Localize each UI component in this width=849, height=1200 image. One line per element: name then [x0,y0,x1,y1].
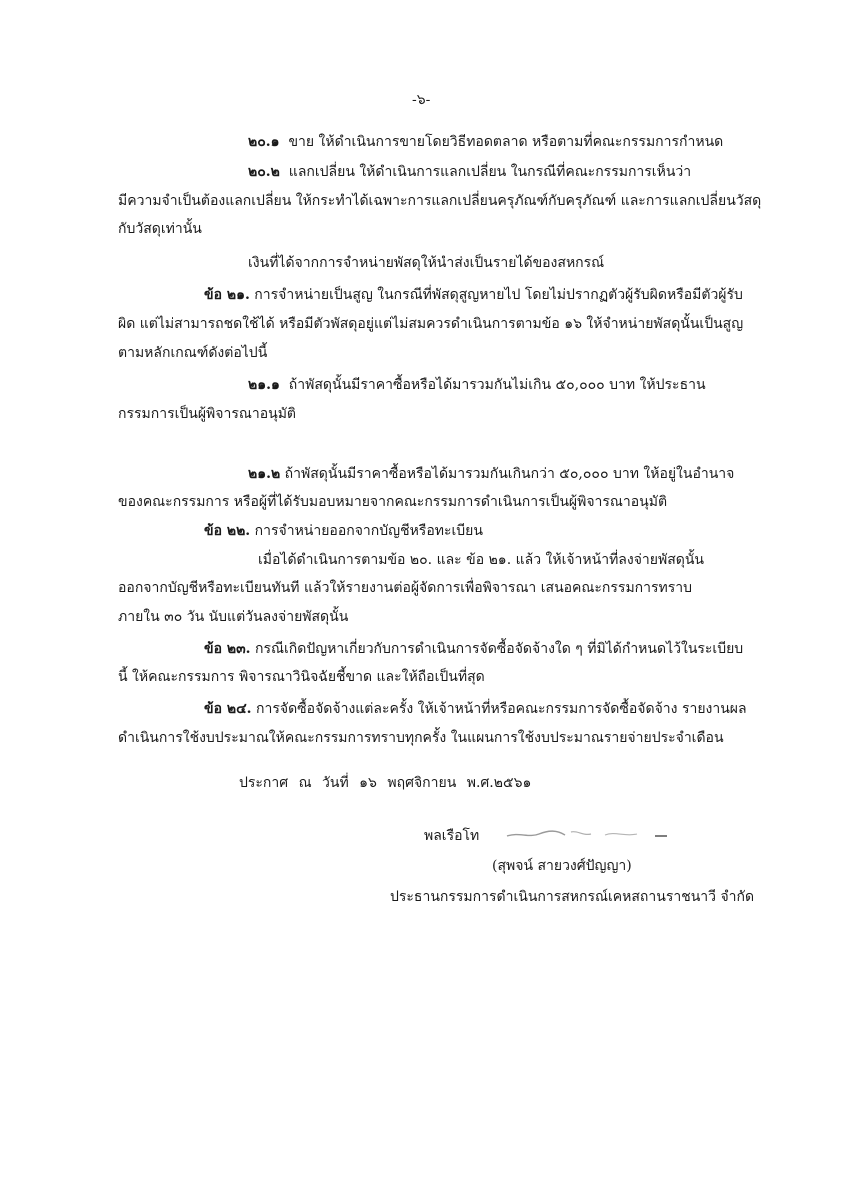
clause-22-label: ข้อ ๒๒. [204,523,251,539]
clause-23-label: ข้อ ๒๓. [204,641,251,657]
clause-23 [204,639,743,659]
clause-23-text-1: กรณีเกิดปัญหาเกี่ยวกับการดำเนินการจัดซื้อจัดจ้างใด ๆ ที่มิได้กำหนดไว้ในระเบียบ [254,641,744,657]
clause-24 [204,699,747,719]
signer-position: ประธานกรรมการดำเนินการสหกรณ์เคหสถานราชนาวี จำกัด [390,889,755,905]
clause-22-text-1: การจำหน่ายออกจากบัญชีหรือทะเบียน [254,523,483,539]
clause-22-text-2: เมื่อได้ดำเนินการตามข้อ ๒๐. และ ข้อ ๒๑. แล้ว ให้เจ้าหน้าที่ลงจ่ายพัสดุนั้น [258,552,704,568]
clause-21-2-text-2: ของคณะกรรมการ หรือผู้ที่ได้รับมอบหมายจากคณะกรรมการดำเนินการเป็นผู้พิจารณาอนุมัติ [118,494,668,510]
clause-20-2-text-1: แลกเปลี่ยน ให้ดำเนินการแลกเปลี่ยน ในกรณีที่คณะกรรมการเห็นว่า [288,164,692,180]
clause-22-text-3: ออกจากบัญชีหรือทะเบียนทันที แล้วให้รายงานต่อผู้จัดการเพื่อพิจารณา เสนอคณะกรรมการทราบ [118,580,693,596]
clause-20-1-number: ๒๐.๑ [248,134,280,150]
signature-scribble [505,822,675,846]
clause-21-text-2: ผิด แต่ไม่สามารถชดใช้ได้ หรือมีตัวพัสดุอยู่แต่ไม่สมควรดำเนินการตามข้อ ๑๖ ให้จำหน่ายพัสดุนั้นเป็นสูญ [118,316,744,332]
clause-21 [204,285,743,305]
clause-24-label: ข้อ ๒๔. [204,701,252,717]
clause-24-text-1: การจัดซื้อจัดจ้างแต่ละครั้ง ให้เจ้าหน้าที่หรือคณะกรรมการจัดซื้อจัดจ้าง รายงานผล [256,701,747,717]
clause-20-2-text-3: กับวัสดุเท่านั้น [118,221,202,237]
signer-rank: พลเรือโท [424,828,480,844]
clause-23-text-2: นี้ ให้คณะกรรมการ พิจารณาวินิจฉัยชี้ขาด และให้ถือเป็นที่สุด [118,669,485,685]
clause-21-1-text-1: ถ้าพัสดุนั้นมีราคาซื้อหรือได้มารวมกันไม่เกิน ๕๐,๐๐๐ บาท ให้ประธาน [288,377,706,393]
clause-21-1 [248,375,706,395]
clause-24-text-2: ดำเนินการใช้งบประมาณให้คณะกรรมการทราบทุกครั้ง ในแผนการใช้งบประมาณรายจ่ายประจำเดือน [118,730,724,746]
signer-name: (สุพจน์ สายวงศ์ปัญญา) [492,858,632,874]
clause-20-2 [248,162,691,182]
income-note: เงินที่ได้จากการจำหน่ายพัสดุให้นำส่งเป็นรายได้ของสหกรณ์ [248,255,605,271]
clause-21-1-number: ๒๑.๑ [248,377,280,393]
clause-21-text-3: ตามหลักเกณฑ์ดังต่อไปนี้ [118,345,268,361]
clause-21-text-1: การจำหน่ายเป็นสูญ ในกรณีที่พัสดุสูญหายไป โดยไม่ปรากฏตัวผู้รับผิดหรือมีตัวผู้รับ [254,287,743,303]
clause-20-2-number: ๒๐.๒ [248,164,280,180]
clause-22 [204,521,483,541]
announcement-date: ประกาศ ณ วันที่ ๑๖ พฤศจิกายน พ.ศ.๒๕๖๑ [239,775,532,791]
clause-21-2 [248,464,734,484]
clause-21-1-text-2: กรรมการเป็นผู้พิจารณาอนุมัติ [118,406,297,422]
clause-21-2-text-1: ถ้าพัสดุนั้นมีราคาซื้อหรือได้มารวมกันเกินกว่า ๕๐,๐๐๐ บาท ให้อยู่ในอำนาจ [284,466,735,482]
clause-21-2-number: ๒๑.๒ [248,466,281,482]
clause-22-text-4: ภายใน ๓๐ วัน นับแต่วันลงจ่ายพัสดุนั้น [118,609,349,625]
clause-21-label: ข้อ ๒๑. [204,287,250,303]
page-number: -๖- [412,92,431,108]
clause-20-1-text: ขาย ให้ดำเนินการขายโดยวิธีทอดตลาด หรือตามที่คณะกรรมการกำหนด [288,134,724,150]
clause-20-1 [248,132,723,152]
clause-20-2-text-2: มีความจำเป็นต้องแลกเปลี่ยน ให้กระทำได้เฉพาะการแลกเปลี่ยนครุภัณฑ์กับครุภัณฑ์ และการแลกเปลี่ยนวัสดุ [118,193,762,209]
